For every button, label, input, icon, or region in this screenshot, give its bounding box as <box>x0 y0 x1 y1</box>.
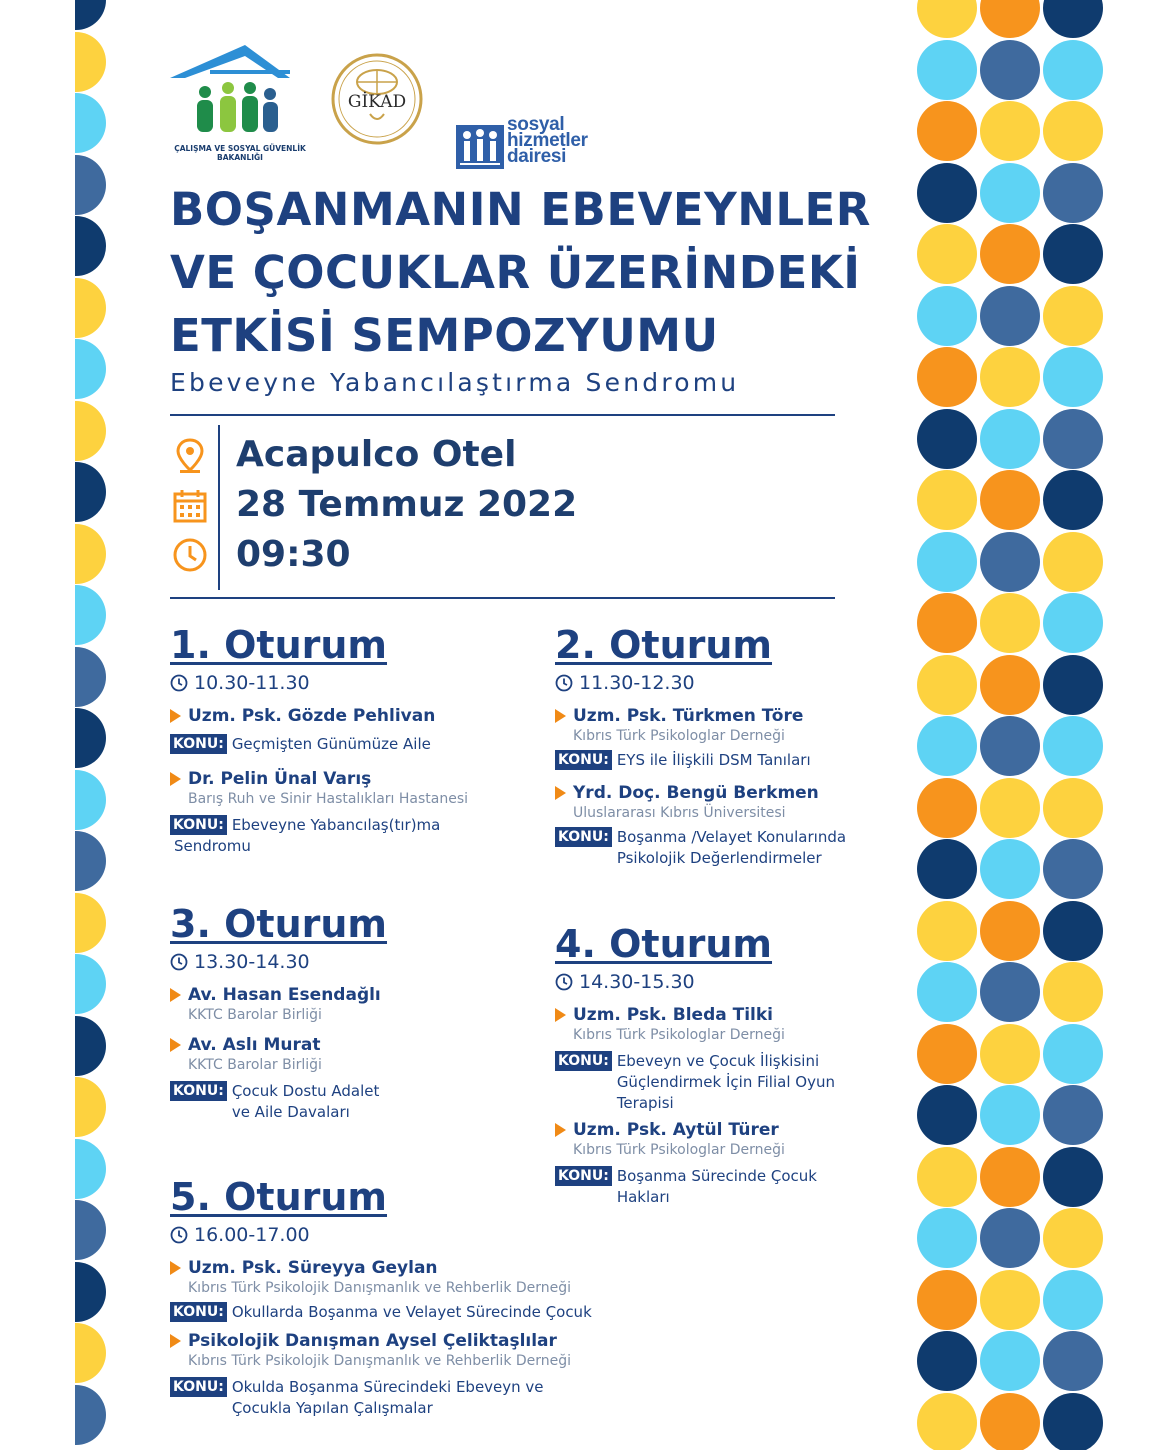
speaker <box>170 1035 387 1073</box>
decor-dot <box>917 1024 977 1084</box>
clock-icon <box>170 674 188 692</box>
session-time-text: 13.30-14.30 <box>194 951 310 973</box>
logo-row <box>170 40 620 165</box>
decor-dot <box>1043 1085 1103 1145</box>
decor-dot <box>1043 101 1103 161</box>
bullet-icon <box>170 1334 181 1348</box>
decor-dot <box>980 40 1040 100</box>
speaker <box>170 706 468 726</box>
decor-dot <box>75 339 106 399</box>
divider-bottom <box>170 597 835 599</box>
decor-dot <box>917 409 977 469</box>
event-title <box>170 178 871 367</box>
bullet-icon <box>555 1008 566 1022</box>
decor-dot <box>980 224 1040 284</box>
decor-dot <box>1043 839 1103 899</box>
csgb-logo <box>170 40 310 165</box>
topic-text: Güçlendirmek İçin Filial Oyun <box>616 1073 835 1091</box>
decor-dot <box>75 893 106 953</box>
topic-text: Sendromu <box>174 837 251 855</box>
decor-dot <box>1043 347 1103 407</box>
decor-dot <box>917 470 977 530</box>
speaker-name: Uzm. Psk. Bleda Tilki <box>573 1005 774 1025</box>
decor-dot <box>75 831 106 891</box>
decor-dot <box>75 278 106 338</box>
topic-text: EYS ile İlişkili DSM Tanıları <box>616 751 811 769</box>
konu-badge: KONU: <box>170 1302 227 1322</box>
speaker <box>555 1005 835 1043</box>
divider-top <box>170 414 835 416</box>
decor-dot <box>75 1262 106 1322</box>
decor-dot <box>980 1085 1040 1145</box>
decor-dot <box>917 101 977 161</box>
decor-dot <box>980 1270 1040 1330</box>
topic <box>170 1081 387 1123</box>
decor-dot <box>1043 655 1103 715</box>
speaker-name: Av. Hasan Esendağlı <box>188 985 381 1005</box>
decor-dot <box>75 708 106 768</box>
topic-text: Geçmişten Günümüze Aile <box>231 735 431 753</box>
clock-icon <box>170 1226 188 1244</box>
decor-dot <box>75 155 106 215</box>
decor-dot <box>1043 901 1103 961</box>
topic-text: Ebeveyn ve Çocuk İlişkisini <box>616 1052 820 1070</box>
event-date: 28 Temmuz 2022 <box>236 484 578 525</box>
clock-icon <box>555 674 573 692</box>
decor-dot <box>980 962 1040 1022</box>
session-5 <box>170 1176 592 1419</box>
topic <box>555 750 846 771</box>
session-4 <box>555 923 835 1208</box>
speaker-affiliation: Kıbrıs Türk Psikologlar Derneği <box>573 1142 785 1158</box>
decor-dot <box>980 1147 1040 1207</box>
decor-dot <box>980 0 1040 38</box>
decor-dot <box>75 954 106 1014</box>
session-title: 2. Oturum <box>555 623 773 667</box>
decor-dot <box>75 647 106 707</box>
topic <box>170 815 468 836</box>
event-time: 09:30 <box>236 534 351 575</box>
speaker-name: Uzm. Psk. Süreyya Geylan <box>188 1258 438 1278</box>
decor-dot <box>75 1139 106 1199</box>
decor-dot <box>1043 1147 1103 1207</box>
decor-dot <box>1043 40 1103 100</box>
session-title: 3. Oturum <box>170 902 388 946</box>
left-dot-pattern <box>75 0 106 1450</box>
decor-dot <box>75 1385 106 1445</box>
decor-dot <box>75 585 106 645</box>
topic-cont <box>174 836 468 857</box>
decor-dot <box>917 778 977 838</box>
session-3 <box>170 903 387 1123</box>
gikad-label: GİKAD <box>347 92 407 112</box>
speaker-affiliation: Kıbrıs Türk Psikolojik Danışmanlık ve Rehberlik Derneği <box>188 1353 572 1369</box>
shd-line2: hizmetler <box>507 130 588 151</box>
shd-line1: sosyal <box>507 114 565 135</box>
shd-line3: dairesi <box>507 146 567 167</box>
topic-text: Terapisi <box>616 1094 674 1112</box>
decor-dot <box>1043 470 1103 530</box>
decor-dot <box>917 0 977 38</box>
topic-text: ve Aile Davaları <box>231 1103 350 1121</box>
speaker <box>555 783 846 821</box>
speaker-affiliation: Barış Ruh ve Sinir Hastalıkları Hastanesi <box>188 791 469 807</box>
speaker-affiliation: KKTC Barolar Birliği <box>188 1057 322 1073</box>
decor-dot <box>980 593 1040 653</box>
decor-dot <box>1043 962 1103 1022</box>
speaker-name: Yrd. Doç. Bengü Berkmen <box>573 783 819 803</box>
decor-dot <box>75 401 106 461</box>
decor-dot <box>75 1323 106 1383</box>
decor-dot <box>1043 1331 1103 1391</box>
event-location: Acapulco Otel <box>236 434 517 475</box>
topic <box>555 1166 835 1208</box>
decor-dot <box>917 839 977 899</box>
decor-dot <box>980 901 1040 961</box>
shd-logo <box>455 115 615 175</box>
decor-dot <box>980 409 1040 469</box>
decor-dot <box>980 286 1040 346</box>
decor-dot <box>980 1393 1040 1450</box>
decor-dot <box>917 532 977 592</box>
konu-badge: KONU: <box>170 815 227 835</box>
speaker-affiliation: KKTC Barolar Birliği <box>188 1007 322 1023</box>
decor-dot <box>1043 224 1103 284</box>
speaker <box>170 769 468 807</box>
session-title: 1. Oturum <box>170 623 388 667</box>
decor-dot <box>1043 593 1103 653</box>
calendar-icon <box>172 488 208 524</box>
decor-dot <box>75 524 106 584</box>
decor-dot <box>1043 1270 1103 1330</box>
bullet-icon <box>170 1261 181 1275</box>
decor-dot <box>1043 163 1103 223</box>
decor-dot <box>917 1085 977 1145</box>
speaker-name: Uzm. Psk. Gözde Pehlivan <box>188 706 436 726</box>
decor-dot <box>917 40 977 100</box>
event-subtitle: Ebeveyne Yabancılaştırma Sendromu <box>170 368 740 397</box>
speaker-affiliation: Kıbrıs Türk Psikologlar Derneği <box>573 728 785 744</box>
decor-dot <box>75 0 106 30</box>
decor-dot <box>980 1024 1040 1084</box>
topic <box>170 1377 592 1419</box>
topic <box>555 1051 835 1114</box>
decor-dot <box>917 224 977 284</box>
decor-dot <box>1043 532 1103 592</box>
title-line-1: BOŞANMANIN EBEVEYNLER <box>170 183 871 236</box>
decor-dot <box>75 216 106 276</box>
bullet-icon <box>555 786 566 800</box>
decor-dot <box>980 1208 1040 1268</box>
clock-icon <box>555 973 573 991</box>
session-time <box>555 672 846 694</box>
decor-dot <box>75 770 106 830</box>
topic <box>170 1302 592 1323</box>
decor-dot <box>980 470 1040 530</box>
speaker-name: Psikolojik Danışman Aysel Çeliktaşlılar <box>188 1331 557 1351</box>
session-time <box>170 1224 592 1246</box>
konu-badge: KONU: <box>555 1051 612 1071</box>
topic-text: Çocuk Dostu Adalet <box>231 1082 380 1100</box>
title-line-2: VE ÇOCUKLAR ÜZERİNDEKİ <box>170 246 861 299</box>
decor-dot <box>917 347 977 407</box>
konu-badge: KONU: <box>555 1166 612 1186</box>
topic-text: Boşanma /Velayet Konularında <box>616 828 847 846</box>
speaker-name: Av. Aslı Murat <box>188 1035 321 1055</box>
speaker-affiliation: Kıbrıs Türk Psikologlar Derneği <box>573 1027 785 1043</box>
decor-dot <box>980 101 1040 161</box>
decor-dot <box>75 1200 106 1260</box>
bullet-icon <box>555 1123 566 1137</box>
decor-dot <box>1043 0 1103 38</box>
decor-dot <box>917 286 977 346</box>
location-pin-icon <box>172 438 208 474</box>
decor-dot <box>917 655 977 715</box>
session-time-text: 10.30-11.30 <box>194 672 310 694</box>
topic <box>170 734 468 755</box>
topic-text: Ebeveyne Yabancılaş(tır)ma <box>231 816 441 834</box>
speaker-name: Uzm. Psk. Aytül Türer <box>573 1120 779 1140</box>
decor-dot <box>75 462 106 522</box>
decor-dot <box>917 163 977 223</box>
decor-dot <box>980 716 1040 776</box>
session-time-text: 16.00-17.00 <box>194 1224 310 1246</box>
konu-badge: KONU: <box>555 750 612 770</box>
clock-icon <box>172 537 208 573</box>
decor-dot <box>917 1208 977 1268</box>
decor-dot <box>917 1270 977 1330</box>
speaker <box>170 1331 592 1369</box>
csgb-caption-2: BAKANLIĞI <box>217 153 263 162</box>
speaker-name: Uzm. Psk. Türkmen Töre <box>573 706 804 726</box>
topic-text: Okulda Boşanma Sürecindeki Ebeveyn ve <box>231 1378 544 1396</box>
decor-dot <box>917 1393 977 1450</box>
csgb-caption-1: ÇALIŞMA VE SOSYAL GÜVENLİK <box>174 144 306 153</box>
konu-badge: KONU: <box>170 1081 227 1101</box>
decor-dot <box>1043 409 1103 469</box>
decor-dot <box>1043 778 1103 838</box>
decor-dot <box>917 1147 977 1207</box>
konu-badge: KONU: <box>555 827 612 847</box>
session-title: 5. Oturum <box>170 1175 388 1219</box>
decor-dot <box>1043 1393 1103 1450</box>
topic-text: Psikolojik Değerlendirmeler <box>616 849 822 867</box>
session-time <box>170 951 387 973</box>
speaker <box>170 985 387 1023</box>
decor-dot <box>75 1016 106 1076</box>
decor-dot <box>980 778 1040 838</box>
decor-dot <box>1043 1024 1103 1084</box>
topic-text: Çocukla Yapılan Çalışmalar <box>231 1399 433 1417</box>
decor-dot <box>917 901 977 961</box>
decor-dot <box>980 839 1040 899</box>
topic-text: Okullarda Boşanma ve Velayet Sürecinde Çocuk <box>231 1303 592 1321</box>
decor-dot <box>980 163 1040 223</box>
konu-badge: KONU: <box>170 734 227 754</box>
decor-dot <box>1043 286 1103 346</box>
decor-dot <box>75 32 106 92</box>
decor-dot <box>980 655 1040 715</box>
speaker <box>170 1258 592 1296</box>
decor-dot <box>980 347 1040 407</box>
bullet-icon <box>170 988 181 1002</box>
decor-dot <box>1043 716 1103 776</box>
session-2 <box>555 624 846 869</box>
konu-badge: KONU: <box>170 1377 227 1397</box>
session-title: 4. Oturum <box>555 922 773 966</box>
decor-dot <box>917 716 977 776</box>
gikad-logo <box>330 52 425 147</box>
clock-icon <box>170 953 188 971</box>
right-dot-pattern <box>915 0 1105 1450</box>
title-line-3: ETKİSİ SEMPOZYUMU <box>170 309 719 362</box>
decor-dot <box>980 532 1040 592</box>
bullet-icon <box>555 709 566 723</box>
decor-dot <box>917 593 977 653</box>
decor-dot <box>75 93 106 153</box>
decor-dot <box>75 1077 106 1137</box>
topic-text: Hakları <box>616 1188 670 1206</box>
session-time <box>170 672 468 694</box>
session-time <box>555 971 835 993</box>
session-1 <box>170 624 468 857</box>
session-time-text: 14.30-15.30 <box>579 971 695 993</box>
topic-text: Boşanma Sürecinde Çocuk <box>616 1167 817 1185</box>
speaker-affiliation: Kıbrıs Türk Psikolojik Danışmanlık ve Rehberlik Derneği <box>188 1280 572 1296</box>
decor-dot <box>1043 1208 1103 1268</box>
info-divider <box>218 425 220 590</box>
bullet-icon <box>170 772 181 786</box>
speaker-name: Dr. Pelin Ünal Varış <box>188 769 372 789</box>
speaker <box>555 706 846 744</box>
speaker <box>555 1120 835 1158</box>
speaker-affiliation: Uluslararası Kıbrıs Üniversitesi <box>573 805 786 821</box>
bullet-icon <box>170 1038 181 1052</box>
decor-dot <box>917 962 977 1022</box>
bullet-icon <box>170 709 181 723</box>
decor-dot <box>917 1331 977 1391</box>
session-time-text: 11.30-12.30 <box>579 672 695 694</box>
decor-dot <box>980 1331 1040 1391</box>
topic <box>555 827 846 869</box>
